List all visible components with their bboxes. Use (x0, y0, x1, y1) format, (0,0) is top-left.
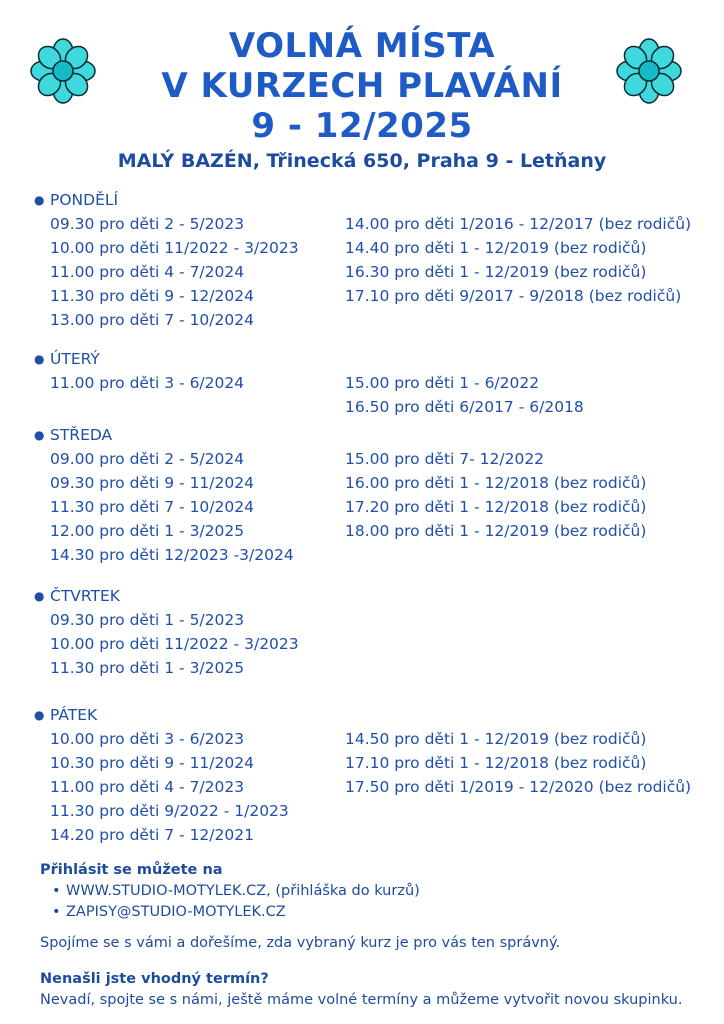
list-item: 09.30 pro děti 9 - 11/2024 (50, 474, 254, 492)
list-item: 13.00 pro děti 7 - 10/2024 (50, 311, 254, 329)
day-name: ÚTERÝ (50, 350, 100, 368)
bullet-icon: ● (34, 708, 45, 722)
page-title (0, 26, 724, 146)
signup-email-link[interactable]: • ZAPISY@STUDIO-MOTYLEK.CZ (66, 902, 420, 923)
list-item: 10.00 pro děti 11/2022 - 3/2023 (50, 635, 299, 653)
signup-list (40, 881, 420, 923)
list-item: 14.20 pro děti 7 - 12/2021 (50, 826, 254, 844)
list-item: 17.20 pro děti 1 - 12/2018 (bez rodičů) (345, 498, 647, 516)
list-item: 15.00 pro děti 7- 12/2022 (345, 450, 545, 468)
bullet-icon: ● (34, 428, 45, 442)
list-item: 09.00 pro děti 2 - 5/2024 (50, 450, 245, 468)
list-item: 10.30 pro děti 9 - 11/2024 (50, 754, 254, 772)
slot-list-left (50, 212, 299, 332)
no-term-section (40, 969, 682, 1011)
no-term-heading: Nenašli jste vhodný termín? (40, 971, 269, 987)
list-item: 17.50 pro děti 1/2019 - 12/2020 (bez rodičů) (345, 778, 692, 796)
list-item: 11.30 pro děti 9/2022 - 1/2023 (50, 802, 289, 820)
bullet-icon: ● (34, 193, 45, 207)
list-item: 14.40 pro děti 1 - 12/2019 (bez rodičů) (345, 239, 647, 257)
title-line-1: VOLNÁ MÍSTA (228, 26, 496, 66)
list-item: 11.30 pro děti 1 - 3/2025 (50, 659, 245, 677)
slot-list-right (345, 727, 691, 799)
day-name: PÁTEK (50, 706, 98, 724)
title-line-3: 9 - 12/2025 (251, 106, 473, 146)
list-item: 10.00 pro děti 3 - 6/2023 (50, 730, 245, 748)
day-name: ČTVRTEK (50, 587, 120, 605)
slot-list-left (50, 727, 289, 847)
list-item: 11.00 pro děti 3 - 6/2024 (50, 374, 245, 392)
list-item: 14.50 pro děti 1 - 12/2019 (bez rodičů) (345, 730, 647, 748)
slot-list-right (345, 447, 646, 543)
slot-list-left (50, 608, 299, 680)
list-item: 17.10 pro děti 1 - 12/2018 (bez rodičů) (345, 754, 647, 772)
location-subtitle: MALÝ BAZÉN, Třinecká 650, Praha 9 - Letňany (117, 150, 607, 172)
list-item: 16.00 pro děti 1 - 12/2018 (bez rodičů) (345, 474, 647, 492)
list-item: 14.30 pro děti 12/2023 -3/2024 (50, 546, 294, 564)
list-item: 14.00 pro děti 1/2016 - 12/2017 (bez rodičů) (345, 215, 692, 233)
bullet-icon: ● (34, 352, 45, 366)
list-item: 09.30 pro děti 1 - 5/2023 (50, 611, 245, 629)
list-item: 16.50 pro děti 6/2017 - 6/2018 (345, 398, 584, 416)
day-name: PONDĚLÍ (50, 191, 119, 209)
list-item: 11.00 pro děti 4 - 7/2023 (50, 778, 245, 796)
slot-list-right (345, 212, 691, 308)
list-item: 09.30 pro děti 2 - 5/2023 (50, 215, 245, 233)
list-item: 11.30 pro děti 7 - 10/2024 (50, 498, 254, 516)
signup-heading: Přihlásit se můžete na (40, 862, 223, 878)
title-line-2: V KURZECH PLAVÁNÍ (161, 66, 563, 106)
list-item: 12.00 pro děti 1 - 3/2025 (50, 522, 245, 540)
slot-list-right (345, 371, 584, 419)
list-item: 11.30 pro děti 9 - 12/2024 (50, 287, 254, 305)
slot-list-left (50, 447, 294, 567)
signup-website-link[interactable]: • WWW.STUDIO-MOTYLEK.CZ, (přihláška do kurzů) (66, 881, 420, 902)
contact-note: Spojíme se s vámi a dořešíme, zda vybraný kurz je pro vás ten správný. (40, 935, 561, 951)
signup-section (40, 860, 420, 923)
slot-list-left (50, 371, 244, 395)
list-item: 17.10 pro děti 9/2017 - 9/2018 (bez rodičů) (345, 287, 682, 305)
list-item: 16.30 pro děti 1 - 12/2019 (bez rodičů) (345, 263, 647, 281)
list-item: 18.00 pro děti 1 - 12/2019 (bez rodičů) (345, 522, 647, 540)
list-item: 15.00 pro děti 1 - 6/2022 (345, 374, 540, 392)
list-item: 11.00 pro děti 4 - 7/2024 (50, 263, 245, 281)
day-name: STŘEDA (50, 426, 113, 444)
list-item: 10.00 pro děti 11/2022 - 3/2023 (50, 239, 299, 257)
no-term-text: Nevadí, spojte se s námi, ještě máme volné termíny a můžeme vytvořit novou skupinku. (40, 992, 683, 1008)
bullet-icon: ● (34, 589, 45, 603)
